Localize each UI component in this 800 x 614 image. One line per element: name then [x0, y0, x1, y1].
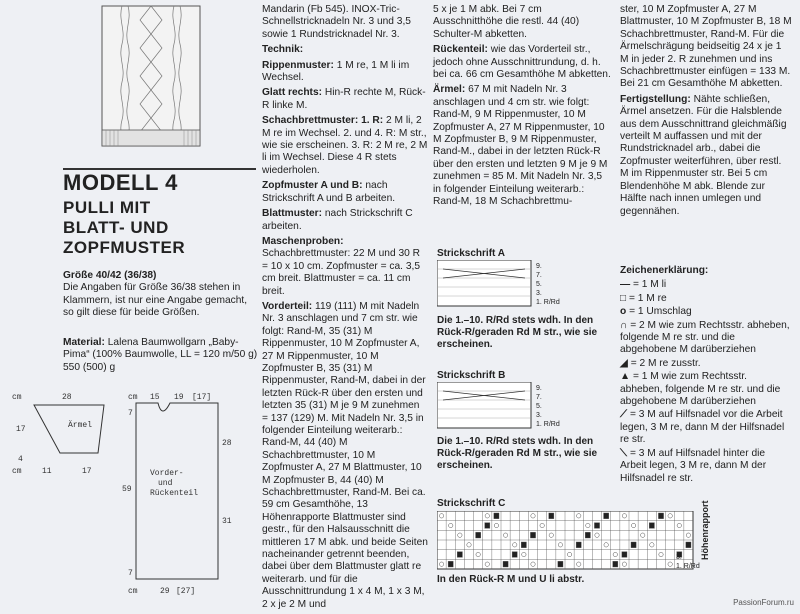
- material-text: Lalena Baumwollgarn „Baby-Pima“ (100% Baumwolle, LL = 120 m/50 g) 550 (500) g: [63, 337, 258, 373]
- dim-sleeve-left: 4: [18, 455, 23, 464]
- instr-col2-text: 2 M li, 2 M re im Wechsel. 2. und 4. R: M str., wie sie erscheinen. 3. R: 2 M re, 2 M li im Wechsel. Diese 4 R stets wiederholen.: [262, 115, 428, 176]
- legend-symbol-icon: ⟍: [620, 447, 628, 459]
- dim-body-bottom-2: [27]: [176, 587, 196, 596]
- sizes-label: Größe 40/42 (36/38): [63, 270, 157, 281]
- chart-c-label: Strickschrift C: [437, 498, 506, 509]
- chart-c-mark: [613, 561, 618, 567]
- chart-c-mark: [494, 513, 499, 519]
- instructions-column-3: [433, 4, 611, 212]
- instr-col2-text: nach Strickschrift C arbeiten.: [262, 208, 413, 232]
- chart-a-caption: Die 1.–10. R/Rd stets wdh. In den Rück-R/geraden Rd M str., wie sie erscheinen.: [437, 315, 598, 350]
- chart-c-row-3: 3.: [676, 554, 682, 561]
- legend-symbol-icon: ∩: [620, 319, 628, 331]
- instr-col4-text: ster, 10 M Zopfmuster A, 27 M Blattmuster, 10 M Zopfmuster B, 18 M Schachbrettmuster, Rand-M. Für die Ärmelschrägung beidseitig 24 x je 1 M in jeder 2. R zunehmen und ins Schachbrettmuster einfügen = 133 M. Bei 21 cm Gesamthöhe M abketten.: [620, 4, 792, 90]
- dim-body-right-1: 28: [222, 439, 232, 448]
- chart-c-grid: [437, 511, 697, 573]
- instr-col3-text: 67 M mit Nadeln Nr. 3 anschlagen und 4 cm str. wie folgt: Rand-M, 9 M Rippenmuster, 10 M Zopfmuster A, 27 M Rippenmuster, 10 M Zopfmuster B, 9 M Rippenmuster, Rand-M., dabei in der letzten Rück-R über den ersten und letzten 9 M je 9 M zunehmen = 85 M. Mit Nadeln Nr. 3,5 in folgender Einteilung weiterarb.: Rand-M, 18 M Schachbrettmu-: [433, 84, 608, 208]
- instructions-column-4: [620, 4, 792, 221]
- material-block: [63, 337, 259, 374]
- unit-label-3: cm: [128, 393, 138, 402]
- dim-body-top-1: 7: [128, 409, 133, 418]
- body-label-3: Rückenteil: [150, 489, 199, 498]
- legend-symbol-icon: o: [620, 306, 627, 318]
- instr-col4-paragraph: [620, 4, 792, 91]
- legend-title: Zeichenerklärung:: [620, 265, 709, 276]
- instructions-column-2: [262, 4, 428, 614]
- chart-c-mark: [558, 561, 563, 567]
- chart-c-mark: [686, 542, 691, 548]
- instr-col2-paragraph: [262, 60, 428, 85]
- instr-col2-heading: Glatt rechts:: [262, 87, 323, 99]
- instr-col3-paragraph: [433, 44, 611, 81]
- instr-col2-heading: Maschenproben:: [262, 235, 344, 247]
- instr-col3-text: 5 x je 1 M abk. Bei 7 cm Ausschnitthöhe die restl. 44 (40) Schulter-M abketten.: [433, 4, 580, 40]
- chart-b-label: Strickschrift B: [437, 370, 506, 381]
- chart-c-mark: [549, 513, 554, 519]
- instr-col2-paragraph: [262, 236, 428, 298]
- chart-b-row-3: 3.: [536, 412, 542, 419]
- legend-text: = 1 Umschlag: [629, 306, 692, 318]
- chart-b-caption: Die 1.–10. R/Rd stets wdh. In den Rück-R/geraden Rd M str., wie sie erscheinen.: [437, 436, 598, 471]
- instr-col2-heading: Rippenmuster:: [262, 59, 334, 71]
- chart-a-row-7: 7.: [536, 272, 542, 279]
- chart-c-row-1: 1. R/Rd: [676, 563, 700, 570]
- dim-body-bottom-left: 7: [128, 569, 133, 578]
- dim-sleeve-top: 28: [62, 393, 72, 402]
- watermark: PassionForum.ru: [733, 598, 794, 607]
- chart-b-rows: [536, 384, 560, 429]
- instr-col3-heading: Ärmel:: [433, 84, 466, 96]
- instr-col2-text: Schachbrettmuster: 22 M und 30 R = 10 x 10 cm. Zopfmuster = ca. 3,5 cm breit. Blattmuster = ca. 11 cm breit.: [262, 248, 420, 297]
- dim-body-bottom-1: 29: [160, 587, 170, 596]
- chart-c-mark: [622, 552, 627, 558]
- dim-body-top-2: 15: [150, 393, 160, 402]
- legend-text: = 3 M auf Hilfsnadel vor die Arbeit legen, 3 M re, dann M der Hilfsnadel re str.: [620, 409, 785, 446]
- instr-col2-text: Hin-R rechte M, Rück-R linke M.: [262, 87, 426, 111]
- legend-text: = 3 M auf Hilfsnadel hinter die Arbeit legen, 3 M re, dann M der Hilfsnadel re str.: [620, 447, 767, 484]
- subtitle-line-2: BLATT- UND: [63, 218, 169, 237]
- chart-c-mark: [512, 552, 517, 558]
- body-label-1: Vorder-: [150, 469, 184, 478]
- chart-a-rows: [536, 262, 560, 307]
- sleeve-label: Ärmel: [68, 421, 93, 430]
- legend-item: [620, 371, 792, 408]
- chart-c-caption: In den Rück-R M und U li abstr.: [437, 574, 585, 585]
- legend-items: [620, 279, 792, 485]
- legend-item: [620, 279, 792, 291]
- unit-label-4: cm: [128, 587, 138, 596]
- instr-col3-heading: Rückenteil:: [433, 44, 488, 56]
- instr-col2-heading: Technik:: [262, 44, 304, 56]
- legend-text: = 2 M re zusstr.: [630, 357, 701, 369]
- legend-item: [620, 306, 792, 318]
- chart-c-mark: [649, 523, 654, 529]
- dim-body-top-4: [17]: [192, 393, 212, 402]
- chart-a-row-9: 9.: [536, 263, 542, 270]
- instr-col4-heading: Fertigstellung:: [620, 93, 691, 105]
- legend-symbol-icon: —: [620, 279, 631, 291]
- chart-c-mark: [448, 561, 453, 567]
- instr-col3-paragraph: [433, 4, 611, 41]
- legend-symbol-icon: ▲: [620, 371, 631, 383]
- chart-c-mark: [503, 561, 508, 567]
- legend: [620, 265, 792, 486]
- unit-label: cm: [12, 393, 22, 402]
- chart-c-mark: [485, 523, 490, 529]
- chart-b-row-5: 5.: [536, 403, 542, 410]
- chart-c-mark: [530, 532, 535, 538]
- chart-c-side-label: Höhenrapport: [700, 500, 710, 560]
- material-label: Material:: [63, 337, 105, 348]
- chart-c-mark: [604, 513, 609, 519]
- pattern-subtitle: [63, 198, 185, 258]
- instr-col2-heading: Blattmuster:: [262, 208, 323, 220]
- instr-col4-paragraph: [620, 94, 792, 218]
- model-title: MODELL 4: [63, 170, 178, 195]
- size-schematic: [10, 385, 258, 609]
- chart-c-mark: [631, 542, 636, 548]
- chart-a-row-3: 3.: [536, 290, 542, 297]
- instr-col2-paragraph: [262, 208, 428, 233]
- chart-c-mark: [476, 532, 481, 538]
- chart-b-row-9: 9.: [536, 385, 542, 392]
- legend-item: [620, 320, 792, 357]
- subtitle-line-3: ZOPFMUSTER: [63, 238, 186, 257]
- chart-a-label: Strickschrift A: [437, 248, 505, 259]
- instr-col2-paragraph: [262, 301, 428, 611]
- instr-col2-text: nach Strickschrift A und B arbeiten.: [262, 180, 396, 204]
- chart-b-row-7: 7.: [536, 394, 542, 401]
- legend-item: [620, 293, 792, 305]
- chart-c-mark: [594, 523, 599, 529]
- sizes-text: Die Angaben für Größe 36/38 stehen in Klammern, ist nur eine Angabe gemacht, so gilt diese für beide Größen.: [63, 282, 248, 319]
- chart-b-row-1: 1. R/Rd: [536, 421, 560, 428]
- chart-c-mark: [576, 542, 581, 548]
- subtitle-line-1: PULLI MIT: [63, 198, 151, 217]
- instr-col2-heading: Vorderteil:: [262, 300, 313, 312]
- instr-col2-text: 119 (111) M mit Nadeln Nr. 3 anschlagen und 7 cm str. wie folgt: Rand-M, 35 (31) M Rippenmuster, 10 M Zopfmuster A, 27 M Rippenmuster, 10 M Zopfmuster B, 35 (31) M Rippenmuster, Rand-M, dabei in der letzten Rück-R über den ersten und letzten 35 (31) M je 9 M zunehmen = 137 (129) M. Mit Nadeln Nr. 3,5 in folgender Einteilung weiterarb.: Rand-M, 44 (40) M Schachbrettmuster, 10 M Zopfmuster A, 27 M Blattmuster, 10 M Zopfmuster B, 44 (40) M Schachbrettmuster, Rand-M. Bei ca. 59 cm Gesamthöhe, 13 Höhenrapporte Blattmuster sind gestr., für den Halsausschnitt die mittleren 17 M abk. und beide Seiten nacheinander getrennt beenden, dabei über dem Blattmuster glatt re weiterarb. und für die Ausschnittrundung 1 x 4 M, 1 x 3 M, 2 x je 2 M und: [262, 300, 428, 610]
- chart-a-row-5: 5.: [536, 281, 542, 288]
- instr-col2-text: Mandarin (Fb 545). INOX-Tric-Schnellstricknadeln Nr. 3 und 3,5 sowie 1 Rundstricknadel Nr. 3.: [262, 4, 411, 40]
- instr-col3-paragraph: [433, 84, 611, 208]
- instr-col3-text: wie das Vorderteil str., jedoch ohne Ausschnittrundung, d. h. bei ca. 66 cm Gesamthöhe M abketten.: [433, 44, 611, 81]
- dim-sleeve-bottom-2: 17: [82, 467, 92, 476]
- instr-col2-heading: Zopfmuster A und B:: [262, 180, 363, 192]
- legend-text: = 1 M wie zum Rechtsstr. abheben, folgende M re str. und die abgehobene M darüberziehen: [620, 371, 781, 408]
- instr-col2-text: 1 M re, 1 M li im Wechsel.: [262, 59, 410, 84]
- dim-body-right-2: 31: [222, 517, 232, 526]
- instr-col2-heading: Schachbrettmuster: 1. R:: [262, 115, 384, 127]
- legend-text: = 1 M li: [633, 279, 667, 291]
- legend-text: = 2 M wie zum Rechtsstr. abheben, folgende M re str. und die abgehobene M darüberziehen: [620, 319, 790, 356]
- body-label-2: und: [158, 479, 173, 488]
- legend-item: [620, 358, 792, 370]
- chart-c-rows: [676, 553, 700, 571]
- chart-c-mark: [658, 513, 663, 519]
- dim-sleeve-side: 17: [16, 425, 26, 434]
- sizes-block: [63, 270, 259, 320]
- chart-c-mark: [585, 532, 590, 538]
- dim-body-left: 59: [122, 485, 132, 494]
- legend-symbol-icon: □: [620, 292, 627, 304]
- chart-a-row-1: 1. R/Rd: [536, 299, 560, 306]
- legend-symbol-icon: ⟋: [620, 409, 628, 421]
- unit-label-2: cm: [12, 467, 22, 476]
- instr-col2-paragraph: [262, 115, 428, 177]
- instr-col4-text: Nähte schließen, Ärmel ansetzen. Für die Halsblende aus dem Ausschnittrand gleichmäßig verteilt M auffassen und mit der Rundstricknadel arb., dabei die Zopfmuster weiterführen, über restl. M im Rippenmuster str. Bei 5 cm Blendenhöhe M abk. Blende zur Hälfte nach innen umlegen und gegennähen.: [620, 93, 787, 217]
- sweater-illustration: [92, 0, 210, 160]
- legend-item: [620, 409, 792, 446]
- legend-symbol-icon: ◢: [620, 357, 628, 369]
- chart-c-mark: [457, 552, 462, 558]
- legend-text: = 1 M re: [629, 292, 667, 304]
- dim-sleeve-bottom-1: 11: [42, 467, 52, 476]
- chart-c-mark: [521, 542, 526, 548]
- instr-col2-paragraph: [262, 44, 428, 56]
- legend-item: [620, 448, 792, 485]
- dim-body-top-3: 19: [174, 393, 184, 402]
- instr-col2-paragraph: [262, 180, 428, 205]
- instr-col2-paragraph: [262, 4, 428, 41]
- instr-col2-paragraph: [262, 87, 428, 112]
